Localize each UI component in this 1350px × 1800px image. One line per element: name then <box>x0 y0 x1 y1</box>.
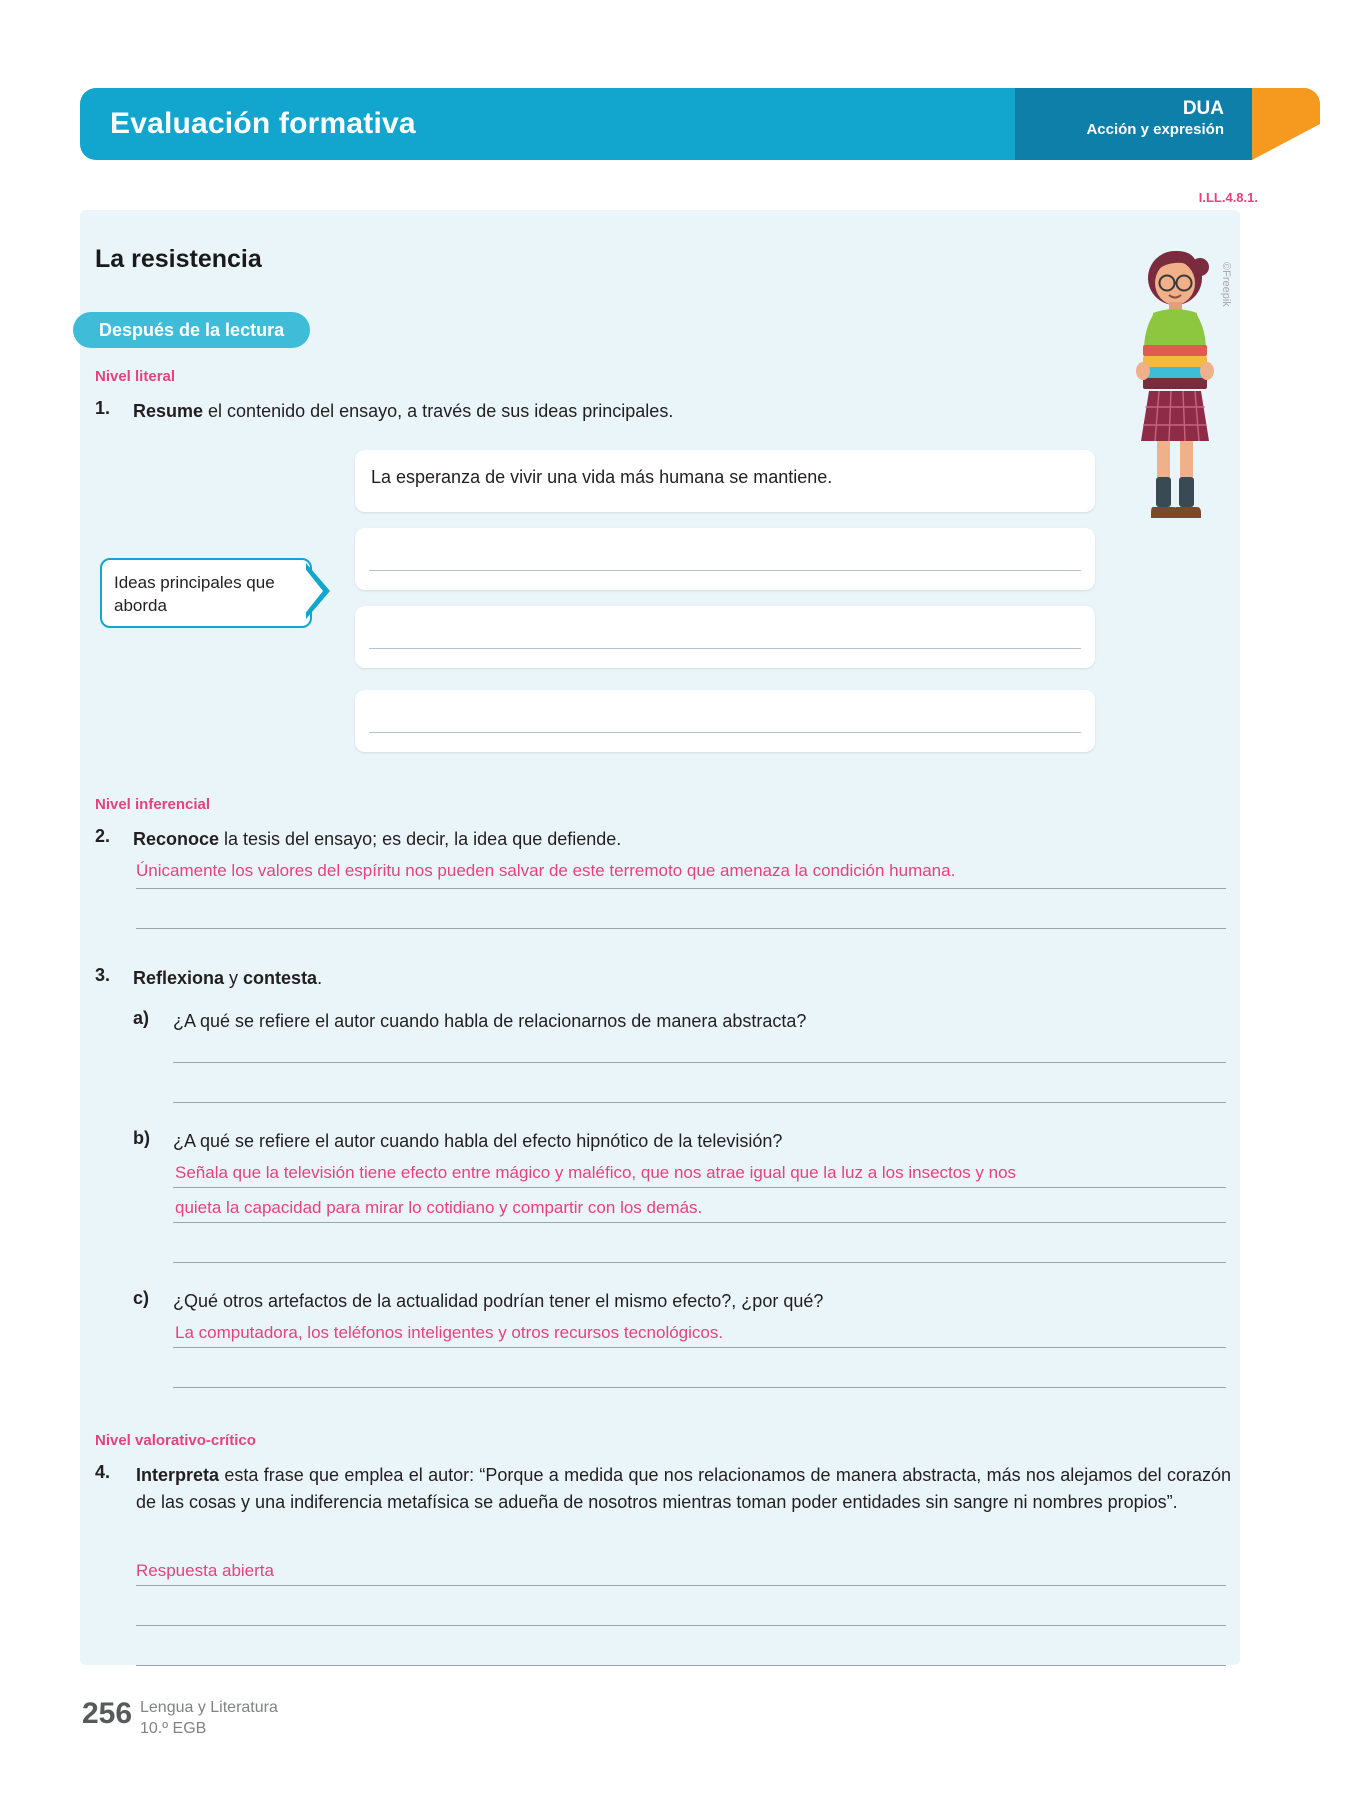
q3c-answer-line-2[interactable] <box>173 1387 1226 1388</box>
q1-answer-1-text: La esperanza de vivir una vida más humana se mantiene. <box>371 467 833 487</box>
q4-verb: Interpreta <box>136 1465 220 1485</box>
q4-text <box>136 1462 1231 1516</box>
q4-answer-line-1[interactable] <box>136 1585 1226 1586</box>
q4-line1: esta frase que emplea el autor: “Porque a medida que nos relacionamos de manera abstracta, más <box>219 1465 1021 1485</box>
dua-title: DUA <box>1182 98 1224 119</box>
q3a-answer-line-2[interactable] <box>173 1102 1226 1103</box>
q4-line3: poder entidades sin sangre ni nombres propios”. <box>791 1492 1178 1512</box>
q1-callout <box>100 558 312 628</box>
standard-code: I.LL.4.8.1. <box>1198 190 1258 205</box>
q1-rest: el contenido del ensayo, a través de sus ideas principales. <box>203 401 674 421</box>
student-illustration <box>1115 245 1235 550</box>
q1-verb: Resume <box>133 401 204 421</box>
q4-number: 4. <box>95 1462 111 1482</box>
q3b-answer-line1-text[interactable]: Señala que la televisión tiene efecto entre mágico y maléfico, que nos atrae igual que la luz a los insectos y nos <box>175 1163 1017 1182</box>
q1-answer-4-rule <box>369 732 1081 733</box>
level-label-inferencial: Nivel inferencial <box>95 796 211 813</box>
q3c-answer-line-1[interactable] <box>173 1347 1226 1348</box>
q4-answer-line-2[interactable] <box>136 1625 1226 1626</box>
q3b-answer-line-2[interactable] <box>173 1222 1226 1223</box>
q3c-text: ¿Qué otros artefactos de la actualidad podrían tener el mismo efecto?, ¿por qué? <box>173 1291 824 1311</box>
q2-verb: Reconoce <box>133 829 220 849</box>
q3b-answer-line-1[interactable] <box>173 1187 1226 1188</box>
q2-rest: la tesis del ensayo; es decir, la idea que defiende. <box>219 829 622 849</box>
q1-answer-box-4[interactable] <box>355 690 1095 752</box>
q3a-letter: a) <box>133 1008 150 1028</box>
q4-answer-text[interactable]: Respuesta abierta <box>136 1561 274 1580</box>
dua-block <box>1086 98 1224 140</box>
q1-number: 1. <box>95 398 111 418</box>
q3-verb-2: contesta <box>243 968 318 988</box>
footer-grade: 10.º EGB <box>140 1720 207 1737</box>
dua-subtitle: Acción y expresión <box>1086 121 1224 138</box>
lesson-title: La resistencia <box>95 245 262 273</box>
q2-answer-text[interactable]: Únicamente los valores del espíritu nos pueden salvar de este terremoto que amenaza la condición humana. <box>136 861 956 880</box>
image-credit: ©Freepik <box>1220 262 1232 307</box>
q3c-letter: c) <box>133 1288 150 1308</box>
q3-text <box>133 965 1033 992</box>
page-title: Evaluación formativa <box>110 107 416 140</box>
q3-end: . <box>317 968 323 988</box>
q1-text <box>133 398 1013 425</box>
q4-line2: nos alejamos del corazón de las cosas y una indiferencia metafísica se adueña de nosotros mientras toman <box>136 1465 1231 1512</box>
q4-answer-line-3[interactable] <box>136 1665 1226 1666</box>
q2-answer-line-1[interactable] <box>136 888 1226 889</box>
page-number: 256 <box>82 1697 133 1730</box>
level-label-valorativo: Nivel valorativo-crítico <box>95 1432 256 1449</box>
q3c-answer-text[interactable]: La computadora, los teléfonos inteligentes y otros recursos tecnológicos. <box>175 1323 724 1342</box>
q3b-letter: b) <box>133 1128 150 1148</box>
q1-answer-box-2[interactable] <box>355 528 1095 590</box>
q1-callout-label: Ideas principales que aborda <box>114 573 275 615</box>
q3b-text: ¿A qué se refiere el autor cuando habla del efecto hipnótico de la televisión? <box>173 1131 783 1151</box>
q2-text <box>133 826 1033 853</box>
q3-number: 3. <box>95 965 111 985</box>
header-orange-notch <box>1252 124 1320 160</box>
q1-callout-arrow-inner <box>303 566 323 616</box>
q1-answer-3-rule <box>369 648 1081 649</box>
level-label-literal: Nivel literal <box>95 368 176 385</box>
footer-subject: Lengua y Literatura <box>140 1699 278 1716</box>
q3-mid: y <box>224 968 244 988</box>
q2-answer-line-2[interactable] <box>136 928 1226 929</box>
q3a-text: ¿A qué se refiere el autor cuando habla de relacionarnos de manera abstracta? <box>173 1011 807 1031</box>
footer-subject-block <box>140 1697 278 1739</box>
q1-answer-box-3[interactable] <box>355 606 1095 668</box>
q3-verb-1: Reflexiona <box>133 968 225 988</box>
page-header <box>80 88 1240 160</box>
q3b-answer-line-3[interactable] <box>173 1262 1226 1263</box>
q1-answer-2-rule <box>369 570 1081 571</box>
section-pill: Después de la lectura <box>73 312 310 348</box>
q2-number: 2. <box>95 826 111 846</box>
q3b-answer-line2-text[interactable]: quieta la capacidad para mirar lo cotidiano y compartir con los demás. <box>175 1198 703 1217</box>
q1-answer-box-1[interactable] <box>355 450 1095 512</box>
q3a-answer-line-1[interactable] <box>173 1062 1226 1063</box>
